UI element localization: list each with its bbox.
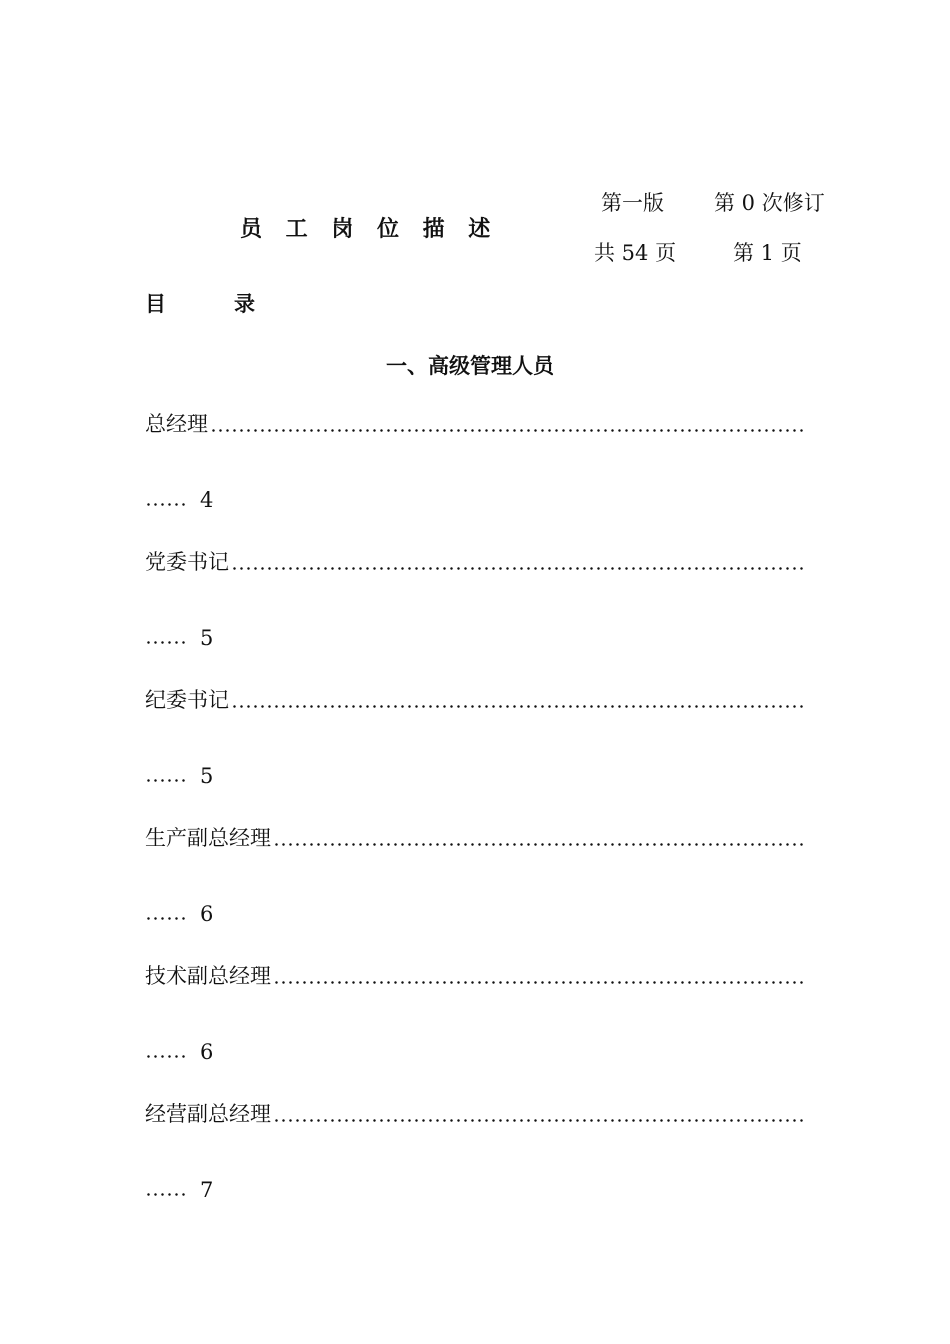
dot-leader xyxy=(145,1055,187,1058)
toc-entry-label: 党委书记 xyxy=(145,550,229,574)
toc-entry-continuation xyxy=(145,620,213,650)
toc-entry-page: 6 xyxy=(200,1040,214,1064)
toc-entry[interactable] xyxy=(145,408,805,438)
dot-leader xyxy=(273,981,805,984)
toc-entry[interactable] xyxy=(145,546,805,576)
dot-leader xyxy=(210,429,805,432)
dot-leader xyxy=(231,705,805,708)
dot-leader xyxy=(145,917,187,920)
total-pages-label: 共 54 页 xyxy=(594,241,677,265)
toc-entry-continuation xyxy=(145,1034,213,1064)
toc-entry-label: 生产副总经理 xyxy=(145,826,271,850)
toc-entry-continuation xyxy=(145,758,213,788)
dot-leader xyxy=(273,1119,805,1122)
document-title: 员 工 岗 位 描 述 xyxy=(240,216,499,242)
dot-leader xyxy=(145,779,187,782)
revision-label: 第 0 次修订 xyxy=(714,191,825,215)
toc-entry[interactable] xyxy=(145,960,805,990)
section-title: 一、高级管理人员 xyxy=(386,353,554,378)
toc-entry-label: 技术副总经理 xyxy=(145,964,271,988)
dot-leader xyxy=(145,641,187,644)
edition-label: 第一版 xyxy=(601,191,664,215)
toc-entry[interactable] xyxy=(145,684,805,714)
dot-leader xyxy=(231,567,805,570)
toc-entry-continuation xyxy=(145,482,213,512)
dot-leader xyxy=(145,503,187,506)
toc-entry-continuation xyxy=(145,896,213,926)
toc-entry-page: 5 xyxy=(200,626,214,650)
toc-heading-right: 录 xyxy=(234,291,255,316)
toc-heading-left: 目 xyxy=(145,291,166,316)
toc-entry-page: 7 xyxy=(200,1178,214,1202)
toc-heading xyxy=(145,288,255,318)
dot-leader xyxy=(145,1193,187,1196)
toc-entry-label: 纪委书记 xyxy=(145,688,229,712)
toc-entry[interactable] xyxy=(145,1098,805,1128)
toc-entry[interactable] xyxy=(145,822,805,852)
toc-entry-page: 6 xyxy=(200,902,214,926)
dot-leader xyxy=(273,843,805,846)
toc-entry-page: 4 xyxy=(200,488,214,512)
toc-entry-label: 总经理 xyxy=(145,412,208,436)
toc-entry-label: 经营副总经理 xyxy=(145,1102,271,1126)
current-page-label: 第 1 页 xyxy=(733,241,802,265)
toc-entry-page: 5 xyxy=(200,764,214,788)
toc-entry-continuation xyxy=(145,1172,213,1202)
